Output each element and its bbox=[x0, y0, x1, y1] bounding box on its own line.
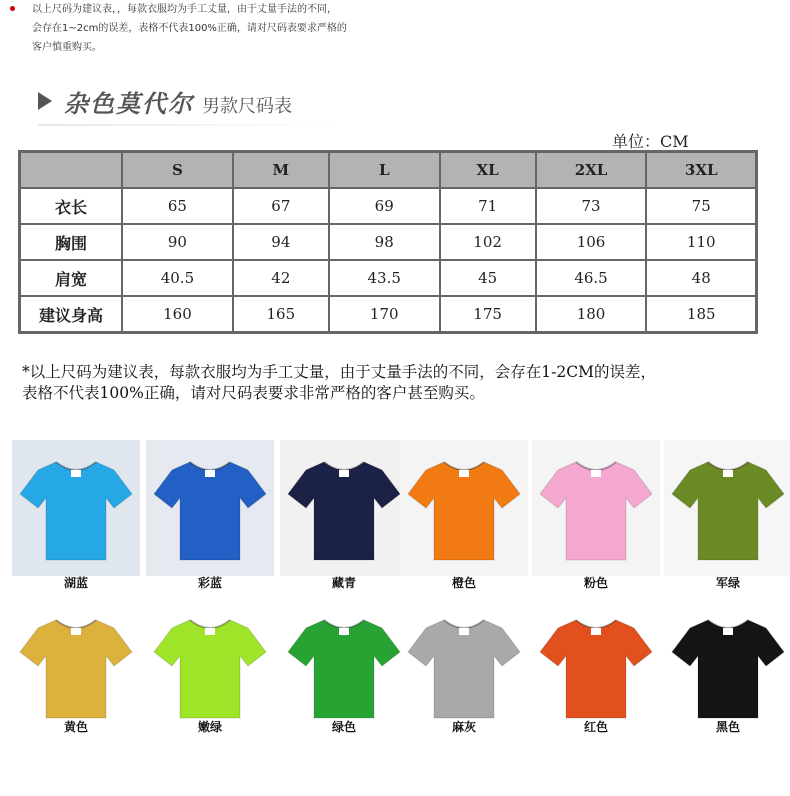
color-name-label: 橙色 bbox=[451, 576, 476, 590]
tshirt-icon bbox=[150, 606, 270, 724]
tshirt-icon bbox=[284, 606, 404, 724]
table-row-height bbox=[20, 296, 757, 333]
color-name-label: 黄色 bbox=[63, 720, 88, 734]
table-cell: 175 bbox=[440, 296, 536, 333]
table-cell: 67 bbox=[233, 188, 329, 224]
table-cell: 73 bbox=[536, 188, 647, 224]
section-title bbox=[38, 84, 292, 118]
color-name-label: 彩蓝 bbox=[197, 576, 222, 590]
color-name-label: 藏青 bbox=[331, 576, 356, 590]
table-cell: 102 bbox=[440, 224, 536, 260]
bullet-dot-icon bbox=[10, 6, 15, 11]
table-cell: 48 bbox=[646, 260, 756, 296]
header-size-xl: XL bbox=[440, 152, 536, 189]
table-cell: 43.5 bbox=[329, 260, 440, 296]
tshirt-icon bbox=[668, 448, 788, 566]
tshirt-icon bbox=[536, 448, 656, 566]
top-note-line-3: 客户慎重购买。 bbox=[32, 42, 102, 53]
table-cell: 170 bbox=[329, 296, 440, 333]
tshirt-icon bbox=[536, 606, 656, 724]
table-cell: 45 bbox=[440, 260, 536, 296]
title-underline bbox=[38, 124, 338, 126]
header-size-3xl: 3XL bbox=[646, 152, 756, 189]
table-cell: 165 bbox=[233, 296, 329, 333]
color-swatch[interactable] bbox=[532, 440, 660, 590]
title-main: 杂色莫代尔 bbox=[64, 89, 194, 118]
table-cell: 75 bbox=[646, 188, 756, 224]
tshirt-icon bbox=[16, 606, 136, 724]
header-size-l: L bbox=[329, 152, 440, 189]
header-size-m: M bbox=[233, 152, 329, 189]
table-cell: 110 bbox=[646, 224, 756, 260]
color-name-label: 粉色 bbox=[583, 576, 608, 590]
header-corner-cell bbox=[20, 152, 123, 189]
color-name-label: 嫩绿 bbox=[197, 720, 222, 734]
color-swatch[interactable] bbox=[664, 440, 790, 590]
row-label: 建议身高 bbox=[20, 296, 123, 333]
color-name-label: 湖蓝 bbox=[63, 576, 88, 590]
header-size-2xl: 2XL bbox=[536, 152, 647, 189]
tshirt-icon bbox=[284, 448, 404, 566]
color-swatch[interactable] bbox=[12, 598, 140, 734]
color-name-label: 红色 bbox=[583, 720, 608, 734]
size-table bbox=[18, 150, 758, 334]
color-swatch[interactable] bbox=[146, 440, 274, 590]
table-row-length bbox=[20, 188, 757, 224]
color-name-label: 军绿 bbox=[715, 576, 740, 590]
table-cell: 160 bbox=[122, 296, 233, 333]
table-cell: 71 bbox=[440, 188, 536, 224]
size-header-row bbox=[20, 152, 757, 189]
color-swatch[interactable] bbox=[664, 598, 790, 734]
table-cell: 46.5 bbox=[536, 260, 647, 296]
color-swatch[interactable] bbox=[12, 440, 140, 590]
bottom-note bbox=[22, 362, 782, 404]
table-cell: 42 bbox=[233, 260, 329, 296]
row-label: 肩宽 bbox=[20, 260, 123, 296]
color-swatch[interactable] bbox=[400, 598, 528, 734]
tshirt-icon bbox=[668, 606, 788, 724]
bottom-note-line-2: 表格不代表100%正确，请对尺码表要求非常严格的客户甚至购买。 bbox=[22, 384, 485, 402]
color-swatch[interactable] bbox=[532, 598, 660, 734]
top-note-line-1: 以上尺码为建议表，，每款衣服均为手工丈量，由于丈量手法的不同， bbox=[32, 4, 337, 15]
table-cell: 40.5 bbox=[122, 260, 233, 296]
color-swatch[interactable] bbox=[400, 440, 528, 590]
table-cell: 185 bbox=[646, 296, 756, 333]
color-name-label: 黑色 bbox=[715, 720, 740, 734]
row-label: 衣长 bbox=[20, 188, 123, 224]
tshirt-icon bbox=[150, 448, 270, 566]
color-name-label: 麻灰 bbox=[451, 720, 476, 734]
color-name-label: 绿色 bbox=[331, 720, 356, 734]
bottom-note-line-1: *以上尺码为建议表，每款衣服均为手工丈量，由于丈量手法的不同，会存在1-2CM的误差， bbox=[22, 363, 656, 381]
tshirt-icon bbox=[16, 448, 136, 566]
table-cell: 65 bbox=[122, 188, 233, 224]
triangle-arrow-icon bbox=[38, 92, 52, 110]
header-size-s: S bbox=[122, 152, 233, 189]
color-swatch[interactable] bbox=[280, 440, 408, 590]
table-cell: 69 bbox=[329, 188, 440, 224]
color-swatch[interactable] bbox=[280, 598, 408, 734]
table-cell: 106 bbox=[536, 224, 647, 260]
table-cell: 180 bbox=[536, 296, 647, 333]
color-swatch[interactable] bbox=[146, 598, 274, 734]
title-sub: 男款尺码表 bbox=[202, 96, 292, 117]
top-note bbox=[32, 0, 452, 57]
top-note-line-2: 会存在1~2cm的误差，表格不代表100%正确，请对尺码表要求严格的 bbox=[32, 23, 347, 34]
tshirt-icon bbox=[404, 448, 524, 566]
table-row-chest bbox=[20, 224, 757, 260]
table-cell: 94 bbox=[233, 224, 329, 260]
table-cell: 98 bbox=[329, 224, 440, 260]
table-cell: 90 bbox=[122, 224, 233, 260]
tshirt-icon bbox=[404, 606, 524, 724]
unit-label: 单位：CM bbox=[612, 132, 689, 151]
table-row-shoulder bbox=[20, 260, 757, 296]
row-label: 胸围 bbox=[20, 224, 123, 260]
